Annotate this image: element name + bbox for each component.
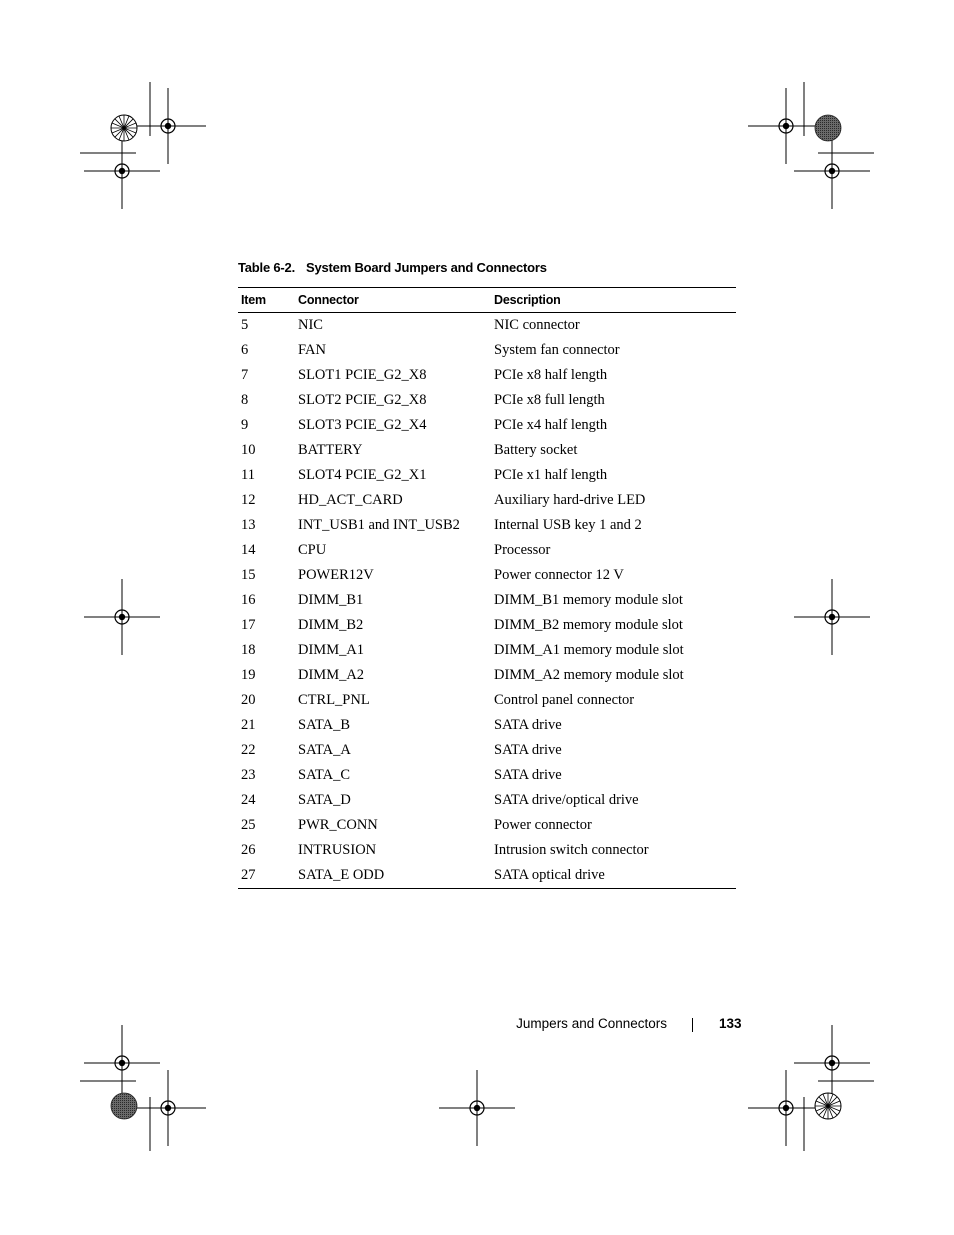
table-row	[238, 638, 736, 663]
cell-description: PCIe x1 half length	[494, 467, 608, 483]
table-row	[238, 663, 736, 688]
cell-description: SATA optical drive	[491, 863, 736, 889]
cell-description: Internal USB key 1 and 2	[494, 517, 642, 533]
registration-target	[748, 1070, 824, 1146]
registration-target	[84, 579, 160, 655]
halftone-mark	[111, 1093, 137, 1119]
cell-item: 23	[241, 767, 256, 783]
page-number: 133	[719, 1016, 742, 1031]
cell-description: DIMM_A1 memory module slot	[494, 642, 684, 658]
registration-target	[84, 1025, 160, 1101]
cell-description: SATA drive/optical drive	[494, 792, 639, 808]
footer-section-title: Jumpers and Connectors	[516, 1016, 667, 1031]
cell-description: System fan connector	[494, 342, 620, 358]
cell-connector: SLOT4 PCIE_G2_X1	[298, 467, 427, 483]
cell-item: 24	[241, 792, 256, 808]
cell-item: 17	[241, 617, 256, 633]
table-row	[238, 838, 736, 863]
cell-description: Power connector 12 V	[494, 567, 624, 583]
registration-target	[748, 88, 824, 164]
cell-item: 8	[241, 392, 249, 408]
cell-connector: CPU	[298, 542, 327, 558]
registration-target	[84, 133, 160, 209]
cell-connector: DIMM_B2	[298, 617, 364, 633]
table-row	[238, 488, 736, 513]
table-row	[238, 863, 736, 889]
cell-item: 9	[241, 417, 249, 433]
cell-connector: SATA_B	[298, 717, 351, 733]
cell-connector: SATA_E ODD	[295, 863, 491, 889]
table-row	[238, 538, 736, 563]
table-row	[238, 363, 736, 388]
cell-connector: HD_ACT_CARD	[298, 492, 403, 508]
table-row	[238, 763, 736, 788]
registration-target	[439, 1070, 515, 1146]
cell-connector: SATA_A	[298, 742, 351, 758]
cell-connector: FAN	[298, 342, 326, 358]
cell-connector: SATA_D	[298, 792, 351, 808]
cell-description: Processor	[494, 542, 551, 558]
cell-description: DIMM_B1 memory module slot	[494, 592, 683, 608]
table-body	[238, 313, 736, 889]
cell-description: Intrusion switch connector	[494, 842, 649, 858]
cell-connector: NIC	[298, 317, 323, 333]
cell-connector: SLOT2 PCIE_G2_X8	[298, 392, 427, 408]
cell-description: Auxiliary hard-drive LED	[494, 492, 646, 508]
column-header-description: Description	[491, 288, 736, 313]
cell-item: 14	[241, 542, 256, 558]
cell-item: 7	[241, 367, 249, 383]
table-header-row	[238, 288, 736, 313]
table-caption-title: System Board Jumpers and Connectors	[306, 260, 547, 275]
cell-connector: BATTERY	[298, 442, 363, 458]
table-row	[238, 688, 736, 713]
table-row	[238, 413, 736, 438]
cell-item: 21	[241, 717, 256, 733]
table-row	[238, 463, 736, 488]
cell-connector: CTRL_PNL	[298, 692, 370, 708]
table-caption	[238, 260, 547, 275]
cell-connector: DIMM_B1	[298, 592, 364, 608]
cell-connector: SLOT1 PCIE_G2_X8	[298, 367, 427, 383]
cell-description: SATA drive	[494, 767, 562, 783]
cell-description: Battery socket	[494, 442, 578, 458]
table-caption-number: Table 6-2.	[238, 260, 296, 275]
cell-description: PCIe x8 full length	[494, 392, 605, 408]
cell-connector: DIMM_A2	[298, 667, 365, 683]
cell-description: PCIe x8 half length	[494, 367, 608, 383]
table-row	[238, 788, 736, 813]
registration-target	[794, 579, 870, 655]
cell-item: 6	[241, 342, 249, 358]
cell-item: 15	[241, 567, 256, 583]
starburst-mark	[815, 1093, 841, 1119]
table-row	[238, 813, 736, 838]
table-row	[238, 613, 736, 638]
cell-connector: INTRUSION	[298, 842, 377, 858]
column-header-connector: Connector	[295, 288, 491, 313]
table-row	[238, 388, 736, 413]
cell-item: 22	[241, 742, 256, 758]
cell-connector: POWER12V	[298, 567, 374, 583]
cell-connector: PWR_CONN	[298, 817, 378, 833]
table-row	[238, 313, 736, 339]
cell-item: 20	[241, 692, 256, 708]
halftone-mark	[815, 115, 841, 141]
registration-target	[130, 1070, 206, 1146]
registration-target	[130, 88, 206, 164]
cell-description: DIMM_B2 memory module slot	[494, 617, 683, 633]
cell-item: 27	[238, 863, 295, 889]
registration-target	[794, 1025, 870, 1101]
table-row	[238, 588, 736, 613]
column-header-item: Item	[238, 288, 295, 313]
page-footer	[0, 1016, 954, 1034]
cell-item: 12	[241, 492, 256, 508]
cell-connector: SLOT3 PCIE_G2_X4	[298, 417, 427, 433]
cell-description: NIC connector	[494, 317, 580, 333]
cell-item: 18	[241, 642, 256, 658]
table-row	[238, 338, 736, 363]
starburst-mark	[111, 115, 137, 141]
cell-description: SATA drive	[494, 742, 562, 758]
cell-connector: SATA_C	[298, 767, 351, 783]
registration-target	[794, 133, 870, 209]
cell-description: Power connector	[494, 817, 592, 833]
table-row	[238, 438, 736, 463]
jumpers-connectors-table	[238, 287, 736, 889]
cell-item: 5	[241, 317, 249, 333]
cell-item: 11	[241, 467, 255, 483]
cell-item: 25	[241, 817, 256, 833]
cell-description: SATA drive	[494, 717, 562, 733]
cell-item: 13	[241, 517, 256, 533]
cell-item: 26	[241, 842, 256, 858]
cell-description: PCIe x4 half length	[494, 417, 608, 433]
table-row	[238, 713, 736, 738]
cell-item: 10	[241, 442, 256, 458]
cell-item: 19	[241, 667, 256, 683]
table-row	[238, 513, 736, 538]
table-row	[238, 563, 736, 588]
cell-item: 16	[241, 592, 256, 608]
table-row	[238, 738, 736, 763]
footer-divider	[692, 1018, 693, 1032]
cell-description: Control panel connector	[494, 692, 635, 708]
cell-connector: DIMM_A1	[298, 642, 365, 658]
cell-description: DIMM_A2 memory module slot	[494, 667, 684, 683]
cell-connector: INT_USB1 and INT_USB2	[298, 517, 460, 533]
